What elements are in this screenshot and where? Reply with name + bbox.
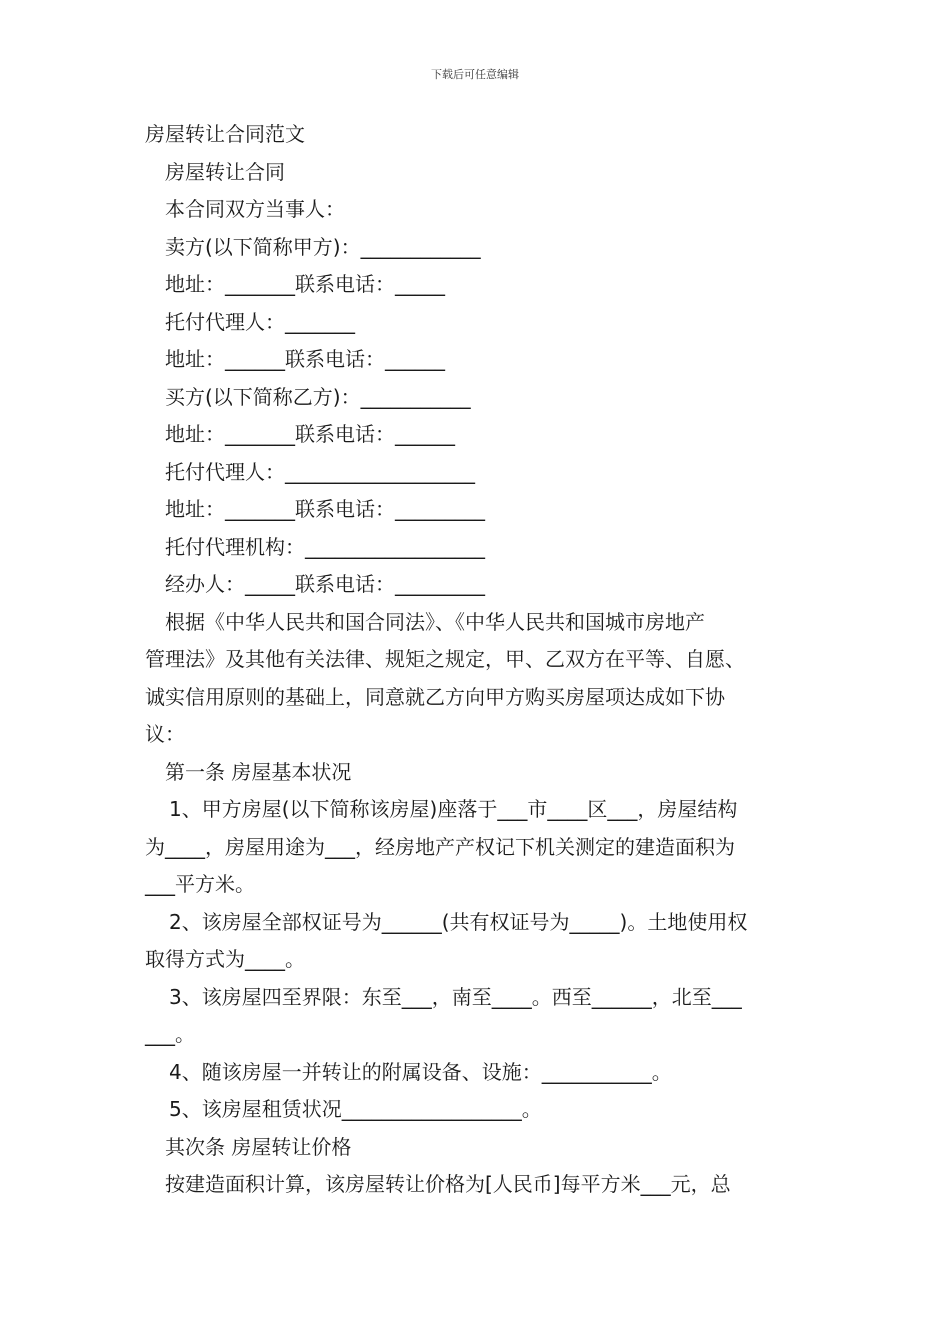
item-3-line-2: ___。 — [145, 1022, 195, 1046]
article-2-text: 按建造面积计算，该房屋转让价格为[人民币]每平方米___元，总 — [165, 1172, 731, 1196]
buyer-agent-address-line: 地址：_______联系电话：_________ — [165, 497, 485, 521]
parties-label: 本合同双方当事人： — [165, 197, 345, 221]
buyer-agent-line: 托付代理人：___________________ — [165, 459, 475, 484]
seller-line: 卖方(以下简称甲方)：____________ — [165, 234, 481, 259]
seller-address-line: 地址：_______联系电话：_____ — [165, 272, 445, 296]
item-5-line: 5、该房屋租赁状况__________________。 — [169, 1097, 542, 1121]
item-1-line-3: ___平方米。 — [145, 872, 255, 896]
intro-line-3: 诚实信用原则的基础上，同意就乙方向甲方购买房屋项达成如下协 — [145, 684, 725, 709]
item-1-line-1: 1、甲方房屋(以下简称该房屋)座落于___市____区___，房屋结构 — [169, 797, 738, 821]
item-1-line-2: 为____，房屋用途为___，经房地产产权记下机关测定的建造面积为 — [145, 834, 735, 859]
handler-line: 经办人：_____联系电话：_________ — [165, 572, 485, 596]
agency-line: 托付代理机构：__________________ — [165, 534, 485, 559]
intro-line-4: 议： — [145, 722, 185, 746]
article-2-title: 其次条 房屋转让价格 — [165, 1134, 352, 1159]
seller-agent-line: 托付代理人：_______ — [165, 309, 355, 334]
contract-heading: 房屋转让合同 — [165, 159, 285, 184]
item-2-line-1: 2、该房屋全部权证号为______(共有权证号为_____)。土地使用权 — [169, 909, 748, 934]
document-title: 房屋转让合同范文 — [145, 122, 305, 146]
page-header-note: 下载后可任意编辑 — [431, 68, 519, 81]
contract-document — [145, 116, 810, 1204]
article-1-title: 第一条 房屋基本状况 — [165, 759, 352, 784]
item-4-line: 4、随该房屋一并转让的附属设备、设施：___________。 — [169, 1059, 672, 1084]
buyer-address-line: 地址：_______联系电话：______ — [165, 422, 455, 446]
item-2-line-2: 取得方式为____。 — [145, 947, 305, 971]
item-3-line-1: 3、该房屋四至界限：东至___，南至____。西至______，北至___ — [169, 984, 742, 1009]
intro-line-2: 管理法》及其他有关法律、规矩之规定，甲、乙双方在平等、自愿、 — [145, 647, 745, 671]
buyer-line: 买方(以下简称乙方)：___________ — [165, 384, 471, 409]
intro-line-1: 根据《中华人民共和国合同法》、《中华人民共和国城市房地产 — [165, 609, 705, 634]
seller-agent-address-line: 地址：______联系电话：______ — [165, 347, 445, 371]
